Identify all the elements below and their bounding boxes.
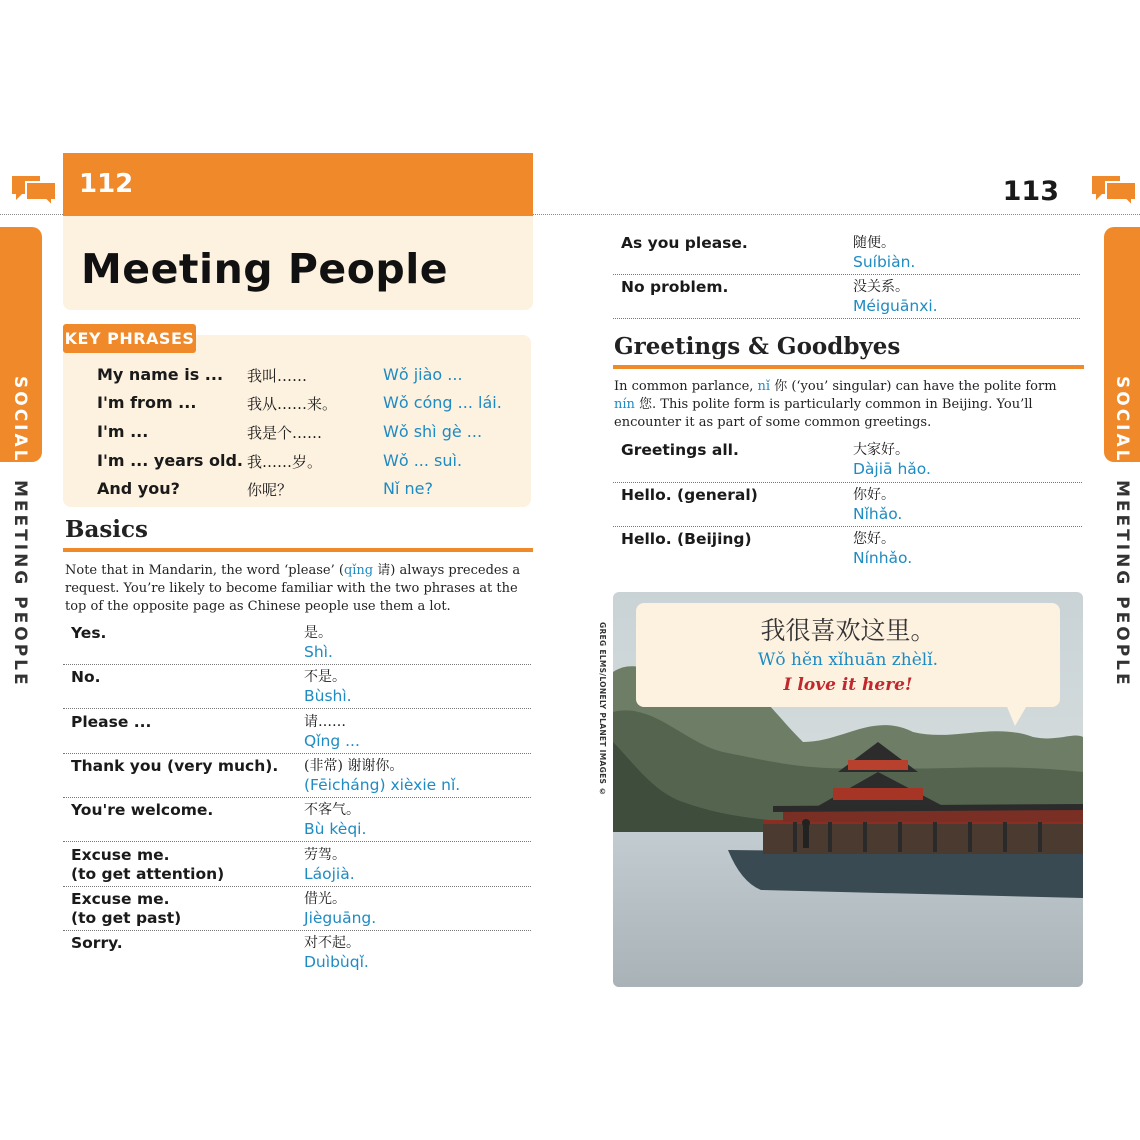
phrase-english: I'm from ... <box>97 393 197 412</box>
table-row: No. 不是。 Bùshì. <box>63 664 531 709</box>
table-row: Excuse me. (to get past) 借光。 Jièguāng. <box>63 886 531 931</box>
phrase-chinese: 我从……来。 <box>247 395 338 413</box>
table-row: As you please. 随便。 Suíbiàn. <box>613 230 1080 275</box>
table-row: Sorry. 对不起。 Duìbùqǐ. <box>71 934 369 971</box>
key-phrases-label: KEY PHRASES <box>63 324 196 353</box>
phrase-chinese: 我叫…… <box>247 367 308 385</box>
table-row: You're welcome. 不客气。 Bù kèqi. <box>63 797 531 842</box>
table-row: Hello. (Beijing) 您好。 Nínhǎo. <box>621 530 913 567</box>
side-tab-section-right: SOCIAL <box>1112 376 1132 464</box>
header-rule-left <box>0 214 63 215</box>
speech-bubbles-icon <box>10 174 58 208</box>
section-rule <box>613 365 1084 369</box>
page-number-right: 113 <box>1002 176 1059 207</box>
phrase-english: My name is ... <box>97 365 224 384</box>
phrase-chinese: 我是个…… <box>247 424 323 442</box>
bubble-translation: I love it here! <box>783 675 913 695</box>
bubble-chinese: 我很喜欢这里。 <box>760 616 936 645</box>
header-rule-right <box>533 214 1140 215</box>
table-row: Please ... 请…… Qǐng ... <box>63 709 531 754</box>
key-phrase-row <box>97 365 527 393</box>
side-tab-section-left: SOCIAL <box>10 376 30 464</box>
key-phrase-row <box>97 479 527 507</box>
phrase-pinyin: Wǒ jiào ... <box>383 365 463 384</box>
table-row: Greetings all. 大家好。 Dàjiā hǎo. <box>613 437 1082 483</box>
table-row: Excuse me. (to get attention) 劳驾。 Láojià. <box>63 842 531 887</box>
table-row: Hello. (general) 你好。 Nǐhǎo. <box>613 482 1082 527</box>
phrase-english: I'm ... <box>97 422 149 441</box>
greetings-note: In common parlance, nǐ 你 (‘you’ singular) can have the polite form nín 您. This polite form is particularly common in Beijing. You’ll encounter it as part of some common greetings. <box>614 379 1057 430</box>
phrase-english: I'm ... years old. <box>97 451 243 470</box>
side-tab-chapter-right: MEETING PEOPLE <box>1112 480 1132 688</box>
bubble-pinyin: Wǒ hěn xǐhuān zhèlǐ. <box>757 650 939 670</box>
phrase-pinyin: Wǒ cóng ... lái. <box>383 393 502 412</box>
phrase-pinyin: Wǒ shì gè ... <box>383 422 483 441</box>
phrase-english: And you? <box>97 479 180 498</box>
side-tab-chapter-left: MEETING PEOPLE <box>10 480 30 688</box>
section-heading-basics: Basics <box>65 516 148 543</box>
phrase-pinyin: Wǒ ... suì. <box>383 451 463 470</box>
phrase-pinyin: Nǐ ne? <box>383 479 433 498</box>
photo-credit: GREG ELMS/LONELY PLANET IMAGES © <box>598 622 607 797</box>
key-phrase-row <box>97 451 527 479</box>
section-heading-greetings: Greetings & Goodbyes <box>614 333 901 360</box>
table-row: Yes. 是。 Shì. <box>63 620 531 665</box>
speech-bubble-tail-icon <box>1005 702 1033 728</box>
table-row: No problem. 没关系。 Méiguānxi. <box>613 274 1080 319</box>
phrase-chinese: 你呢？ <box>247 481 293 499</box>
speech-bubbles-icon <box>1090 174 1138 208</box>
key-phrase-row <box>97 393 527 421</box>
page-title: Meeting People <box>81 245 449 293</box>
page-number-left: 112 <box>63 153 533 216</box>
section-rule <box>63 548 533 552</box>
phrase-chinese: 我……岁。 <box>247 453 323 471</box>
key-phrase-row <box>97 422 527 450</box>
table-row: Thank you (very much). (非常) 谢谢你。 (Fēicháng) xièxie nǐ. <box>63 753 531 798</box>
basics-note: Note that in Mandarin, the word ‘please’ (qǐng 请) always precedes a request. You’re likely to become familiar with the two phrases at the top of the opposite page as Chinese people use them a lot. <box>65 563 521 614</box>
